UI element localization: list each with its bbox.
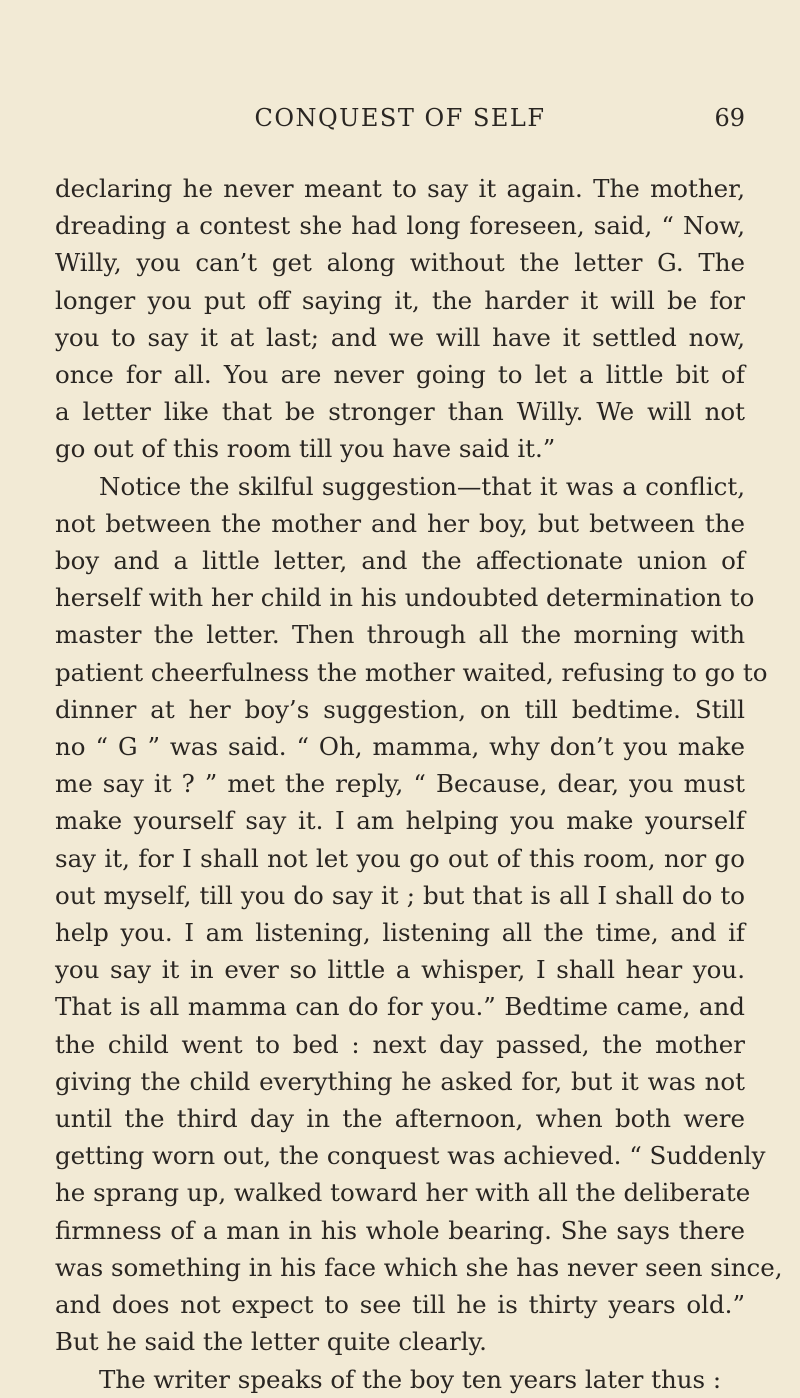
- text-line: and does not expect to see till he is thirty years old.”: [55, 1290, 745, 1320]
- text-line: The writer speaks of the boy ten years later thus :: [99, 1364, 722, 1394]
- text-line: you say it in ever so little a whisper, I shall hear you.: [55, 955, 745, 985]
- body-text: [55, 170, 783, 1398]
- text-line: no “ G ” was said. “ Oh, mamma, why don’t you make: [55, 732, 745, 762]
- text-line: out myself, till you do say it ; but that is all I shall do to: [55, 880, 745, 910]
- text-line: firmness of a man in his whole bearing. She says there: [55, 1215, 745, 1245]
- text-line: Notice the skilful suggestion—that it was a conflict,: [99, 471, 745, 501]
- text-line: herself with her child in his undoubted determination to: [55, 583, 755, 613]
- text-line: was something in his face which she has never seen since,: [55, 1252, 783, 1282]
- text-line: patient cheerfulness the mother waited, refusing to go to: [55, 657, 768, 687]
- page-header: [55, 78, 745, 142]
- text-line: say it, for I shall not let you go out of this room, nor go: [55, 843, 745, 873]
- page-number: 69: [714, 104, 745, 132]
- text-line: getting worn out, the conquest was achieved. “ Suddenly: [55, 1141, 766, 1171]
- running-title: CONQUEST OF SELF: [254, 104, 546, 132]
- text-line: giving the child everything he asked for, but it was not: [55, 1066, 745, 1096]
- text-line: help you. I am listening, listening all the time, and if: [55, 918, 745, 948]
- text-line: you to say it at last; and we will have it settled now,: [55, 322, 745, 352]
- text-line: me say it ? ” met the reply, “ Because, dear, you must: [55, 769, 745, 799]
- text-line: a letter like that be stronger than Willy. We will not: [55, 397, 745, 427]
- text-line: declaring he never meant to say it again. The mother,: [55, 174, 745, 203]
- text-line: master the letter. Then through all the morning with: [55, 620, 745, 650]
- text-line: go out of this room till you have said it.”: [55, 434, 556, 464]
- text-line: once for all. You are never going to let a little bit of: [55, 360, 745, 390]
- text-line: longer you put off saying it, the harder it will be for: [55, 285, 745, 315]
- text-line: dreading a contest she had long foreseen, said, “ Now,: [55, 211, 745, 241]
- book-page: [55, 78, 783, 1394]
- text-line: he sprang up, walked toward her with all the deliberate: [55, 1178, 751, 1208]
- text-line: But he said the letter quite clearly.: [55, 1327, 487, 1357]
- text-line: dinner at her boy’s suggestion, on till bedtime. Still: [55, 694, 745, 724]
- text-line: until the third day in the afternoon, when both were: [55, 1104, 745, 1134]
- text-line: boy and a little letter, and the affectionate union of: [55, 546, 745, 576]
- text-line: That is all mamma can do for you.” Bedtime came, and: [55, 992, 745, 1022]
- text-line: the child went to bed : next day passed, the mother: [55, 1029, 745, 1059]
- text-line: Willy, you can’t get along without the letter G. The: [55, 248, 745, 278]
- text-line: make yourself say it. I am helping you make yourself: [55, 806, 745, 836]
- text-line: not between the mother and her boy, but between the: [55, 508, 745, 538]
